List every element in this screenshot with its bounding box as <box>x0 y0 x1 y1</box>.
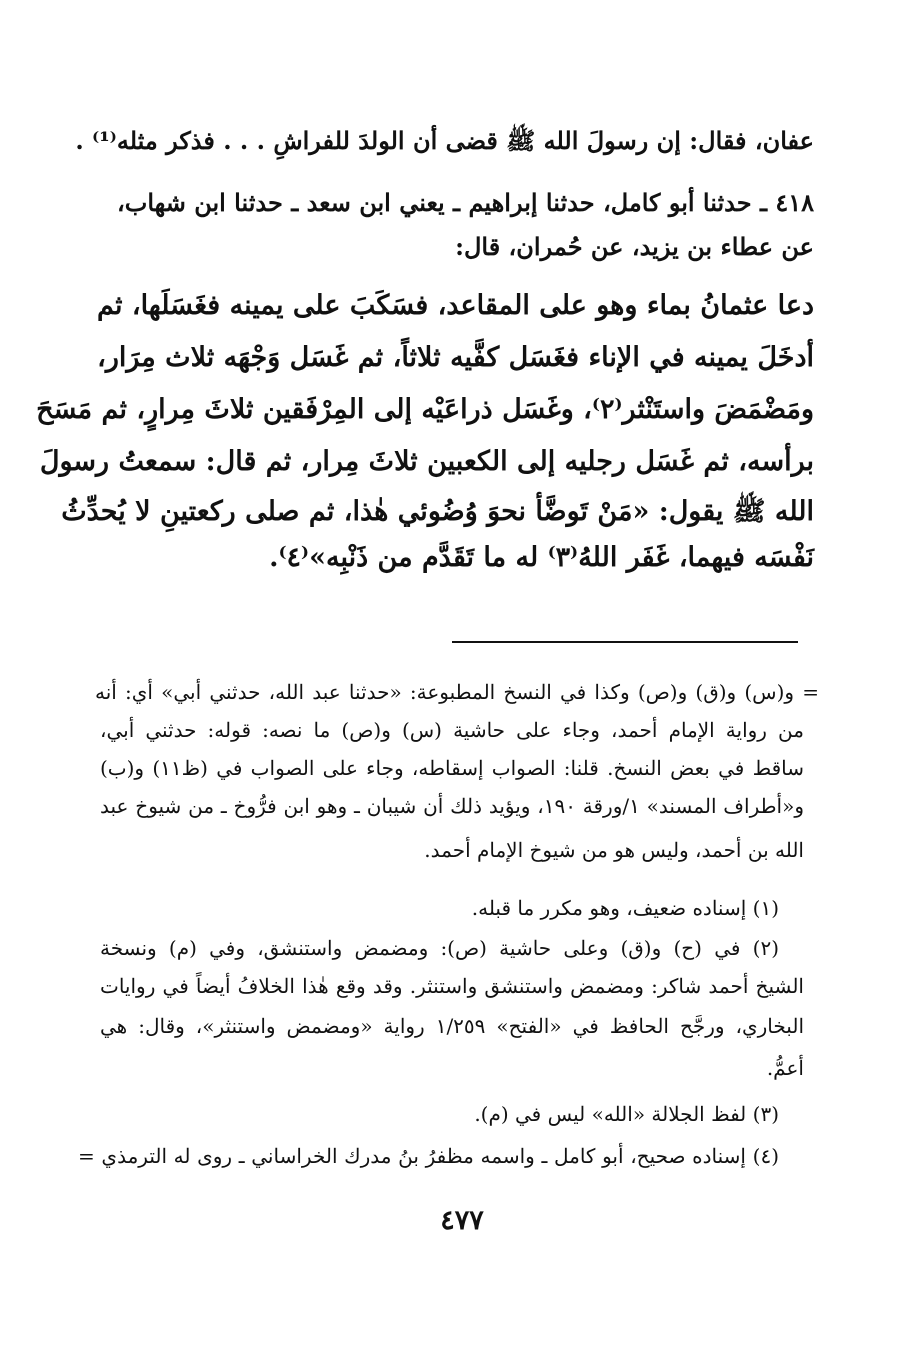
footnote-continuation-line-1: = و(س) و(ق) و(ص) وكذا في النسخ المطبوعة: «حدثنا عبد الله، حدثني أبي» أي: أنه <box>95 680 819 704</box>
footnote-continuation-line-3: ساقط في بعض النسخ. قلنا: الصواب إسقاطه، وجاء على الصواب في (ظ١١) و(ب) <box>100 756 804 780</box>
footnote-2-line-2: الشيخ أحمد شاكر: ومضمض واستنشق واستنثر. وقد وقع هٰذا الخلافُ أيضاً في روايات <box>100 974 804 998</box>
hadith-line-3: ومَضْمَضَ واستَنْثر⁽٢⁾، وغَسَل ذراعَيْه إلى المِرْفَقين ثلاثَ مِرارٍ، ثم مَسَحَ <box>36 394 814 425</box>
isnad-line-2: عن عطاء بن يزيد، عن حُمران، قال: <box>455 232 814 261</box>
footnote-3: (٣) لفظ الجلالة «الله» ليس في (م). <box>474 1102 779 1126</box>
page-number: ٤٧٧ <box>440 1205 484 1236</box>
footnote-2-line-1: (٢) في (ح) و(ق) وعلى حاشية (ص): ومضمض واستنشق، وفي (م) ونسخة <box>100 936 779 960</box>
footnote-continuation-line-2: من رواية الإمام أحمد، وجاء على حاشية (س) و(ص) ما نصه: قوله: حدثني أبي، <box>100 718 804 742</box>
hadith-line-2: أدخَلَ يمينه في الإناء فغَسَل كفَّيه ثلاثاً، ثم غَسَل وَجْهَه ثلاث مِرَار، <box>97 342 814 373</box>
intro-line: عفان، فقال: إن رسولَ الله ﷺ قضى أن الولدَ للفراشِ . . . فذكر مثله⁽¹⁾ . <box>75 126 814 155</box>
footnote-2-line-3: البخاري، ورجَّح الحافظ في «الفتح» ١/٢٥٩ رواية «ومضمض واستنثر»، وقال: هي <box>100 1014 804 1038</box>
footnote-continuation-line-4: و«أطراف المسند» ١/ورقة ١٩٠، ويؤيد ذلك أن شيبان ـ وهو ابن فرُّوخ ـ من شيوخ عبد <box>100 794 804 818</box>
footnote-2-line-4: أعمُّ. <box>766 1056 804 1080</box>
footnote-4: (٤) إسناده صحيح، أبو كامل ـ واسمه مظفرُ بنُ مدرك الخراساني ـ روى له الترمذي = <box>78 1144 779 1168</box>
hadith-line-5: الله ﷺ يقول: «مَنْ تَوضَّأ نحوَ وُضُوئي هٰذا، ثم صلى ركعتينِ لا يُحدِّثُ <box>61 496 814 527</box>
hadith-line-1: دعا عثمانُ بماء وهو على المقاعد، فسَكَبَ على يمينه فغَسَلَها، ثم <box>96 290 814 321</box>
footnote-continuation-line-5: الله بن أحمد، وليس هو من شيوخ الإمام أحمد. <box>424 838 804 862</box>
hadith-line-6: نَفْسَه فيهما، غَفَر اللهُ⁽٣⁾ له ما تَقَدَّم من ذَنْبِه»⁽٤⁾. <box>269 542 814 573</box>
footnote-1: (١) إسناده ضعيف، وهو مكرر ما قبله. <box>471 896 779 920</box>
hadith-line-4: برأسه، ثم غَسَل رجليه إلى الكعبين ثلاثَ مِرار، ثم قال: سمعتُ رسولَ <box>39 446 814 477</box>
isnad-line-1: ٤١٨ ـ حدثنا أبو كامل، حدثنا إبراهيم ـ يعني ابن سعد ـ حدثنا ابن شهاب، <box>117 188 814 217</box>
footnote-separator <box>452 641 798 643</box>
